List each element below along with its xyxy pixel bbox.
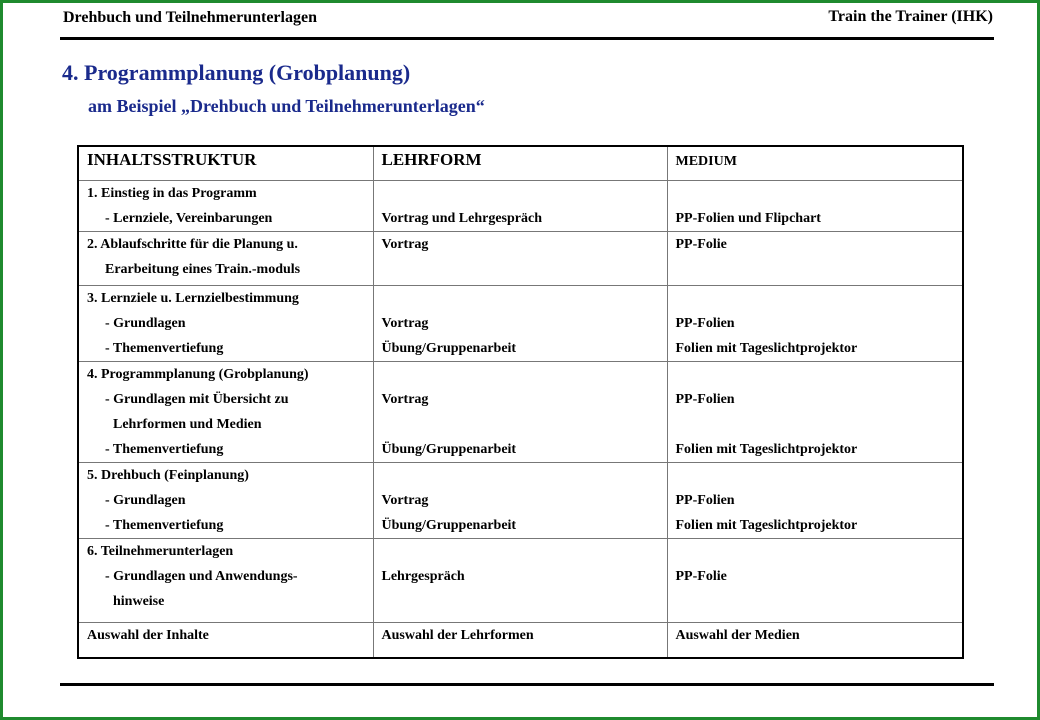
medium-line: PP-Folie [675,237,727,252]
content-line: Lehrformen und Medien [113,417,262,432]
content-line: - Themenvertiefung [105,341,224,356]
medium-line: PP-Folie [675,569,727,584]
form-cell [373,362,667,463]
content-line: - Lernziele, Vereinbarungen [105,211,273,226]
footer-form: Auswahl der Lehrformen [373,623,667,659]
content-cell [78,463,373,539]
medium-line: Folien mit Tageslichtprojektor [675,442,858,457]
content-line: Erarbeitung eines Train.-moduls [105,262,301,277]
form-cell [373,539,667,623]
table-row [78,463,963,539]
medium-cell [667,181,963,232]
form-line: Vortrag [381,493,429,508]
content-line: 6. Teilnehmerunterlagen [87,544,234,559]
content-line: hinweise [113,594,165,609]
medium-line: PP-Folien [675,392,735,407]
content-cell [78,286,373,362]
content-cell [78,232,373,286]
content-line: 1. Einstieg in das Programm [87,186,257,201]
content-line: - Grundlagen mit Übersicht zu [105,392,289,407]
table-row [78,362,963,463]
form-line: Vortrag [381,392,429,407]
table-row [78,232,963,286]
form-cell [373,181,667,232]
medium-cell [667,232,963,286]
form-line: Vortrag [381,237,429,252]
content-line: - Grundlagen [105,316,186,331]
form-line: Übung/Gruppenarbeit [381,341,517,356]
content-cell [78,539,373,623]
medium-cell [667,362,963,463]
table-row [78,539,963,623]
form-cell [373,286,667,362]
table-header-row [78,146,963,181]
header-rule [60,37,994,40]
content-line: 4. Programmplanung (Grobplanung) [87,367,309,382]
form-line: Lehrgespräch [381,569,465,584]
content-cell [78,181,373,232]
medium-line: PP-Folien [675,316,735,331]
content-line: 2. Ablaufschritte für die Planung u. [87,237,298,252]
form-cell [373,463,667,539]
form-line: Übung/Gruppenarbeit [381,518,517,533]
medium-cell [667,539,963,623]
page-title: 4. Programmplanung (Grobplanung) [62,60,411,85]
header-left-text: Drehbuch und Teilnehmerunterlagen [63,9,317,26]
content-line: 5. Drehbuch (Feinplanung) [87,468,249,483]
column-header-form: LEHRFORM [373,146,667,181]
footer-rule [60,683,994,686]
header-right-text: Train the Trainer (IHK) [828,8,993,25]
medium-line: PP-Folien und Flipchart [675,211,821,226]
footer-medium: Auswahl der Medien [667,623,963,659]
table-row [78,181,963,232]
form-cell [373,232,667,286]
column-header-medium: MEDIUM [667,146,963,181]
program-plan-table [77,145,964,659]
medium-line: Folien mit Tageslichtprojektor [675,341,858,356]
form-line: Übung/Gruppenarbeit [381,442,517,457]
table-row [78,286,963,362]
content-cell [78,362,373,463]
content-line: - Themenvertiefung [105,518,224,533]
content-line: - Themenvertiefung [105,442,224,457]
footer-content: Auswahl der Inhalte [78,623,373,659]
medium-cell [667,286,963,362]
page-subtitle: am Beispiel „Drehbuch und Teilnehmerunterlagen“ [88,96,485,116]
form-line: Vortrag [381,316,429,331]
content-line: 3. Lernziele u. Lernzielbestimmung [87,291,299,306]
content-line: - Grundlagen [105,493,186,508]
medium-line: Folien mit Tageslichtprojektor [675,518,858,533]
table-footer-row [78,623,963,659]
content-line: - Grundlagen und Anwendungs- [105,569,298,584]
medium-line: PP-Folien [675,493,735,508]
medium-cell [667,463,963,539]
column-header-content: INHALTSSTRUKTUR [78,146,373,181]
form-line: Vortrag und Lehrgespräch [381,211,542,226]
